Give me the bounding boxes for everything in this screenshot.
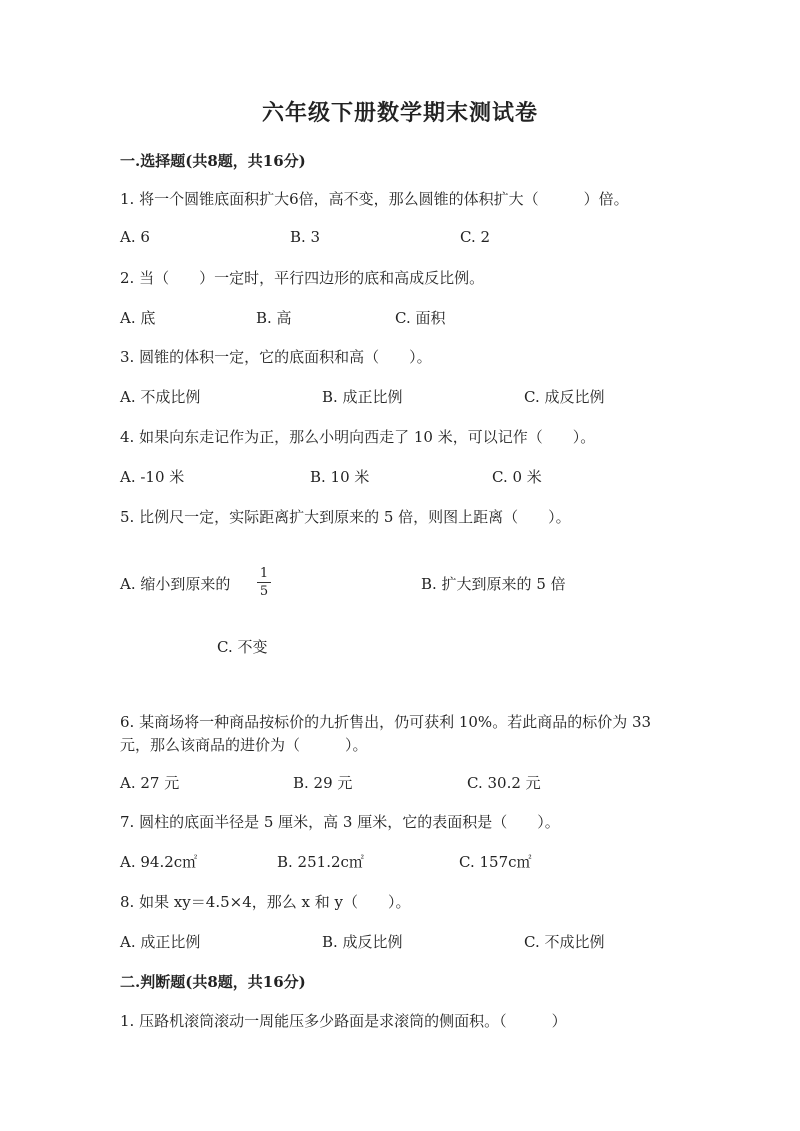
q3-option-a: A. 不成比例: [120, 388, 201, 406]
q6-option-b: B. 29 元: [293, 774, 353, 792]
section-heading-choice: 一.选择题(共8题，共16分): [120, 152, 306, 170]
q7-option-a: A. 94.2c㎡: [120, 853, 198, 871]
question-2: 2. 当（ ）一定时，平行四边形的底和高成反比例。: [120, 269, 485, 287]
q5-option-b: B. 扩大到原来的 5 倍: [421, 575, 566, 593]
q3-option-b: B. 成正比例: [322, 388, 403, 406]
q5-option-c: C. 不变: [217, 638, 268, 656]
q8-option-b: B. 成反比例: [322, 933, 403, 951]
question-8: 8. 如果 xy＝4.5×4，那么 x 和 y（ ）。: [120, 893, 411, 911]
page-title: 六年级下册数学期末测试卷: [261, 100, 538, 126]
q7-option-c: C. 157c㎡: [459, 853, 532, 871]
fraction-denominator: 5: [259, 584, 269, 599]
question-4: 4. 如果向东走记作为正，那么小明向西走了 10 米，可以记作（ ）。: [120, 428, 596, 446]
q4-option-c: C. 0 米: [492, 468, 542, 486]
q5-option-a: A. 缩小到原来的: [120, 575, 231, 593]
question-7: 7. 圆柱的底面半径是 5 厘米，高 3 厘米，它的表面积是（ ）。: [120, 813, 560, 831]
q6-option-a: A. 27 元: [120, 774, 180, 792]
q2-option-a: A. 底: [120, 309, 156, 327]
q3-option-c: C. 成反比例: [524, 388, 605, 406]
fraction-bar: [257, 582, 271, 583]
judgement-question-1: 1. 压路机滚筒滚动一周能压多少路面是求滚筒的侧面积。（ ）: [120, 1012, 567, 1030]
q1-option-c: C. 2: [460, 228, 491, 246]
q1-option-a: A. 6: [120, 228, 150, 246]
q1-option-b: B. 3: [290, 228, 321, 246]
q2-option-b: B. 高: [256, 309, 292, 327]
fraction-numerator: 1: [259, 566, 269, 581]
q5-fraction: [257, 567, 271, 598]
q8-option-a: A. 成正比例: [120, 933, 201, 951]
question-5: 5. 比例尺一定，实际距离扩大到原来的 5 倍，则图上距离（ ）。: [120, 508, 571, 526]
q7-option-b: B. 251.2c㎡: [277, 853, 364, 871]
question-1: 1. 将一个圆锥底面积扩大6倍，高不变，那么圆锥的体积扩大（ ）倍。: [120, 190, 629, 208]
section-heading-judgement: 二.判断题(共8题，共16分): [120, 973, 306, 991]
question-6-line-2: 元，那么该商品的进价为（ ）。: [120, 736, 368, 754]
q2-option-c: C. 面积: [395, 309, 446, 327]
q4-option-a: A. -10 米: [120, 468, 185, 486]
q8-option-c: C. 不成比例: [524, 933, 605, 951]
question-6-line-1: 6. 某商场将一种商品按标价的九折售出，仍可获利 10%。若此商品的标价为 33: [120, 713, 652, 731]
q6-option-c: C. 30.2 元: [467, 774, 541, 792]
q4-option-b: B. 10 米: [310, 468, 370, 486]
question-3: 3. 圆锥的体积一定，它的底面积和高（ ）。: [120, 348, 432, 366]
